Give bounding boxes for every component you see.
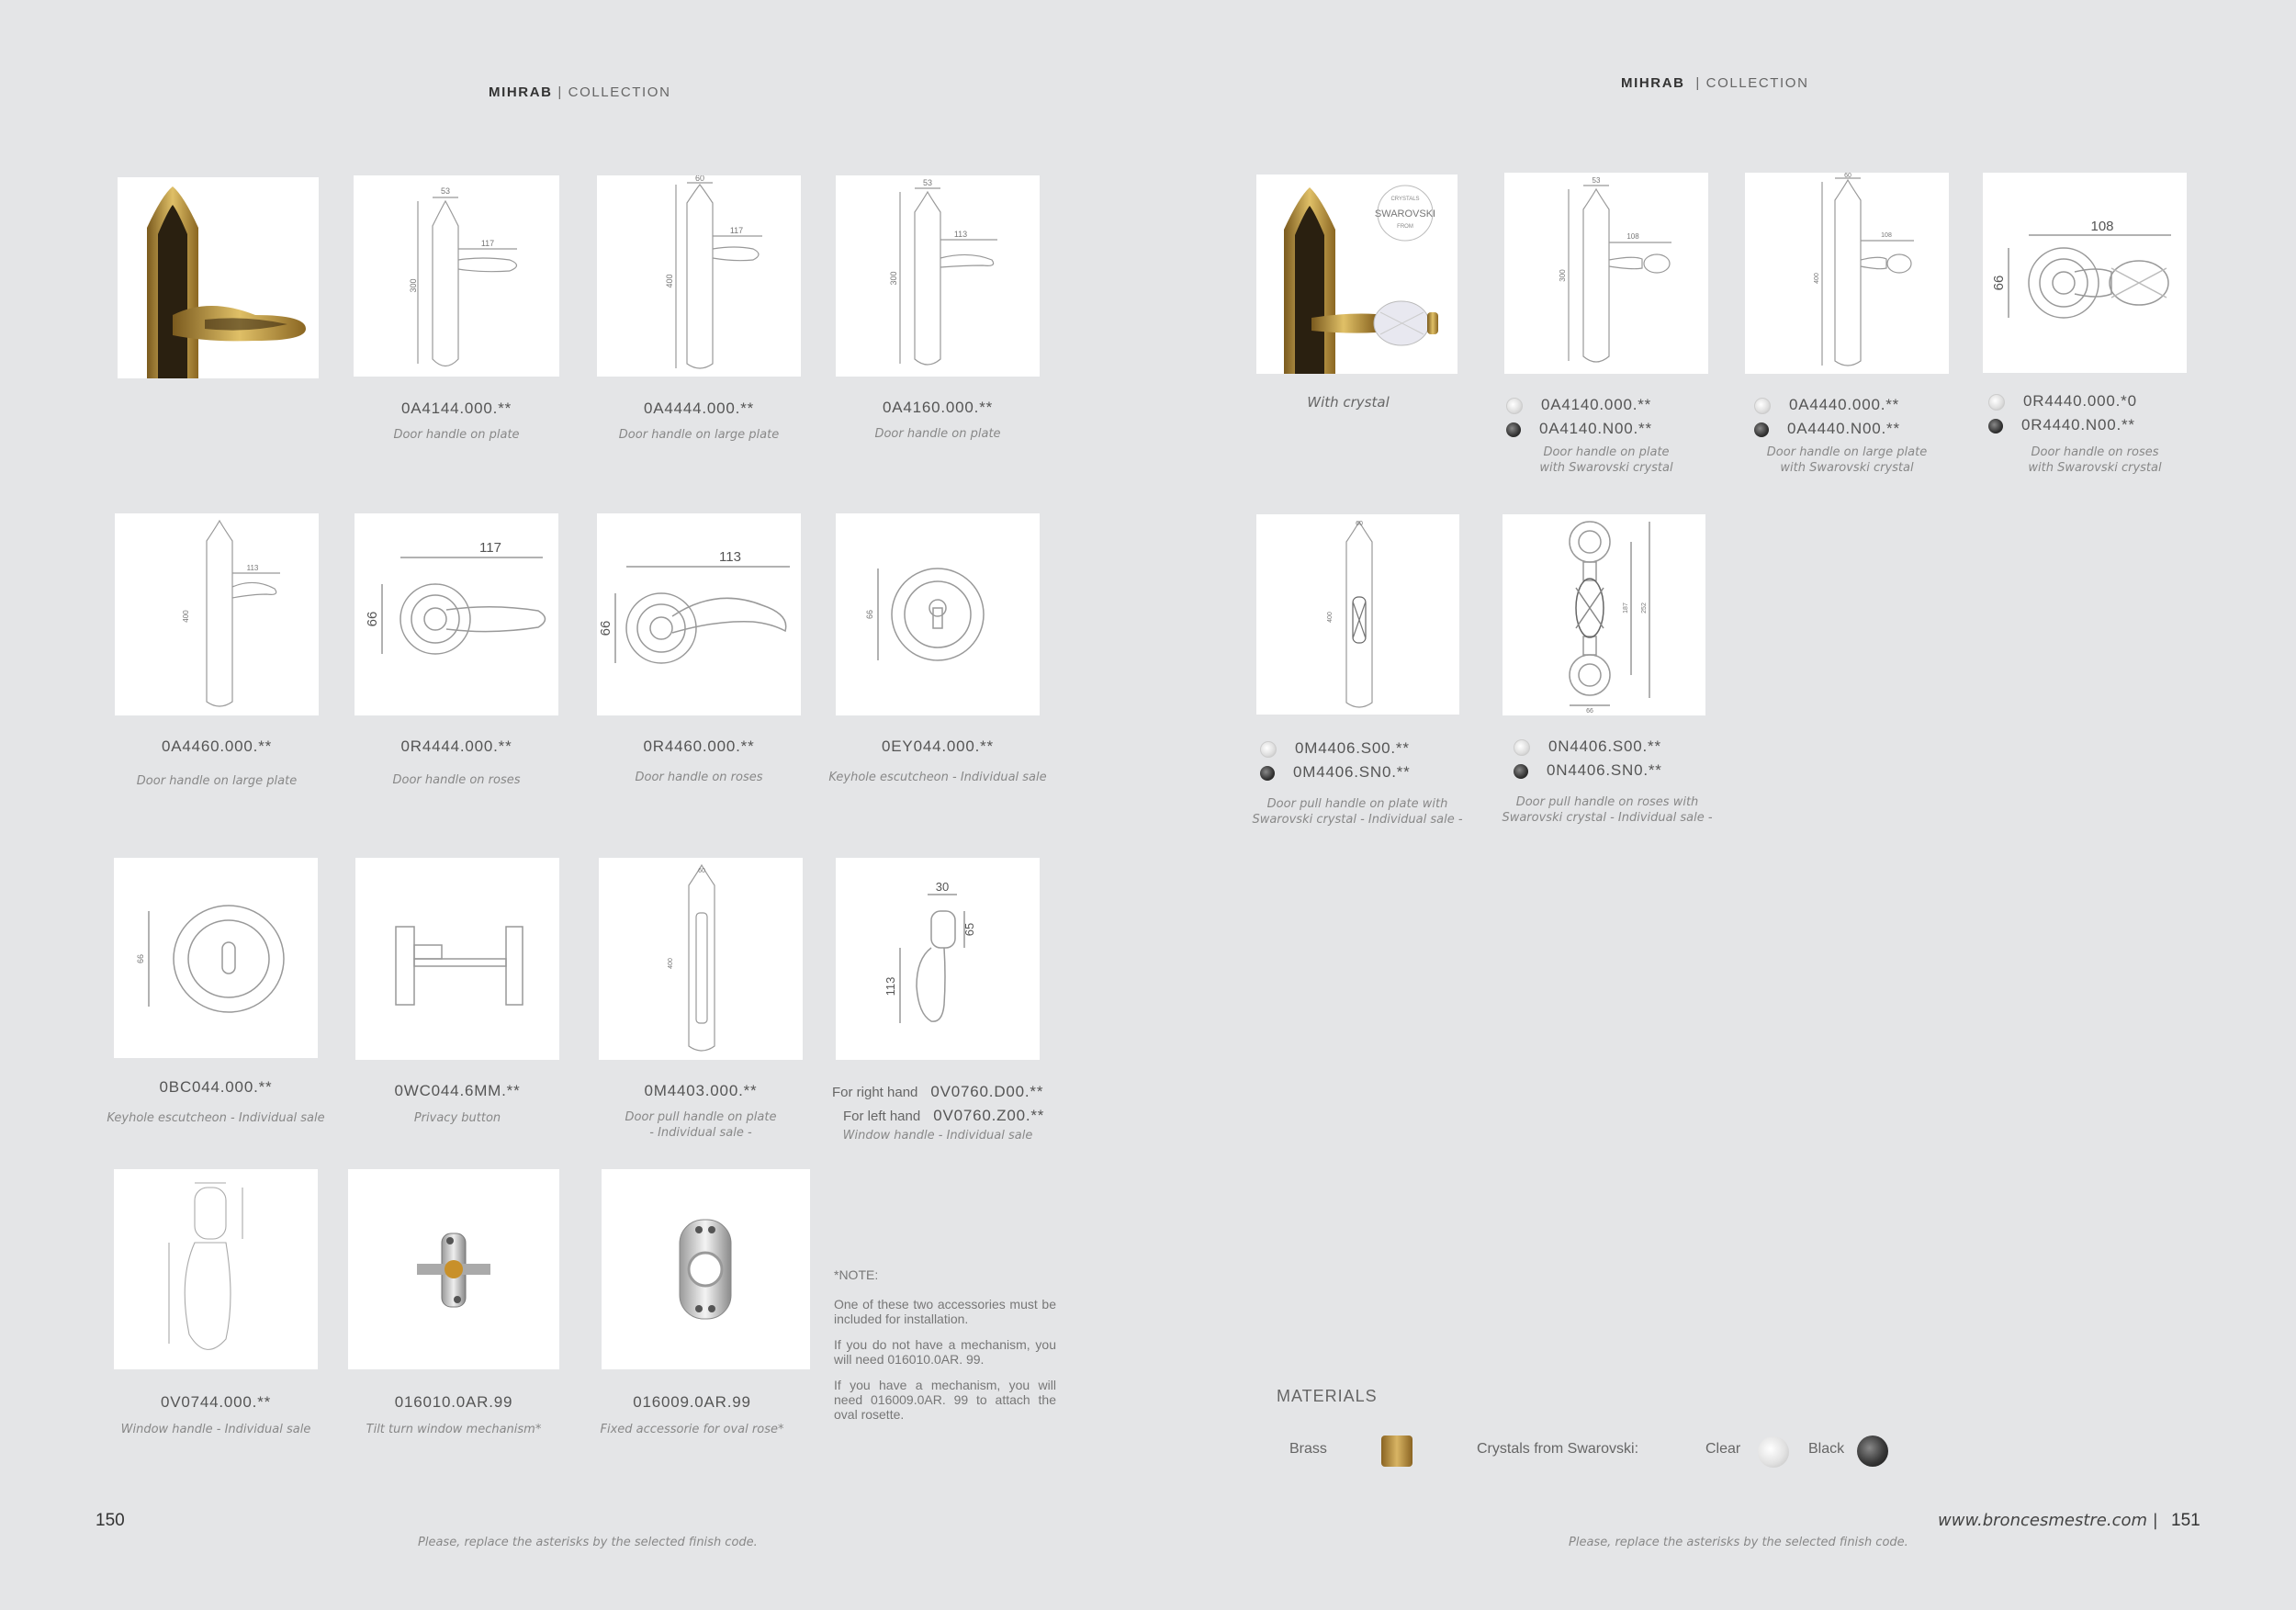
- product-code: 0A4444.000.**: [643, 400, 755, 417]
- page-number-right: 151: [2171, 1511, 2200, 1530]
- svg-text:66: 66: [865, 609, 874, 620]
- installation-note: [834, 1267, 1056, 1433]
- material-brass-label: Brass: [1289, 1441, 1327, 1457]
- svg-text:66: 66: [365, 611, 380, 627]
- technical-drawing-0A4144: [354, 175, 559, 377]
- product-description: Door handle on plate: [393, 428, 520, 442]
- svg-text:60: 60: [1356, 521, 1363, 527]
- technical-drawing-0R4440: [1983, 173, 2187, 373]
- website-url[interactable]: [1938, 1511, 2158, 1530]
- product-code: 0R4444.000.**: [400, 737, 512, 755]
- svg-text:60: 60: [698, 868, 705, 874]
- product-code: 0A4160.000.**: [882, 399, 994, 416]
- note-paragraph: If you do not have a mechanism, you will need 016010.0AR. 99.: [834, 1337, 1056, 1367]
- product-photo-gold-handle: [118, 177, 319, 378]
- product-code: 0BC044.000.**: [159, 1078, 273, 1096]
- product-description: Door handle on roses: [392, 773, 521, 787]
- material-clear-label: Clear: [1705, 1441, 1741, 1457]
- black-crystal-icon: [1754, 422, 1769, 437]
- product-code: 0M4406.S00.**: [1295, 739, 1410, 757]
- product-codes-0A4140: [1506, 393, 1717, 441]
- svg-text:400: 400: [1814, 273, 1820, 284]
- right-hand-label: For right hand: [832, 1085, 918, 1100]
- product-code: 0R4440.000.*0: [2023, 392, 2137, 410]
- right-page-header: [1621, 75, 1809, 91]
- note-paragraph: One of these two accessories must be included for installation.: [834, 1297, 1056, 1326]
- technical-drawing-0V0760: [836, 858, 1040, 1060]
- black-crystal-icon: [1506, 422, 1521, 437]
- product-photo-016009: [602, 1169, 810, 1369]
- description-line: with Swarovski crystal: [2028, 461, 2162, 475]
- product-description: Door handle on large plate: [136, 774, 298, 788]
- url-separator: |: [2152, 1511, 2158, 1530]
- svg-text:300: 300: [409, 278, 418, 293]
- product-codes-0R4440: [1988, 389, 2200, 437]
- product-code: 0A4140.000.**: [1541, 396, 1652, 413]
- product-code: 016009.0AR.99: [633, 1393, 751, 1411]
- svg-text:300: 300: [1559, 269, 1567, 282]
- svg-text:113: 113: [884, 976, 897, 996]
- note-paragraph: If you have a mechanism, you will need 016009.0AR. 99 to attach the oval rosette.: [834, 1378, 1056, 1422]
- black-crystal-swatch-icon: [1857, 1435, 1888, 1467]
- header-brand: MIHRAB: [1621, 75, 1685, 91]
- black-crystal-icon: [1260, 766, 1275, 781]
- svg-text:53: 53: [922, 178, 933, 187]
- svg-text:400: 400: [1327, 612, 1334, 623]
- left-page-header: [489, 84, 671, 100]
- product-description: Door handle on large plate: [618, 428, 780, 442]
- technical-drawing-0M4403: [599, 858, 803, 1060]
- svg-text:113: 113: [719, 549, 741, 565]
- product-code: 0V0744.000.**: [160, 1393, 272, 1411]
- header-label: COLLECTION: [568, 84, 671, 100]
- product-code: 0M4403.000.**: [644, 1082, 758, 1099]
- svg-text:53: 53: [440, 186, 451, 196]
- clear-crystal-icon: [1260, 741, 1277, 758]
- svg-text:CRYSTALS: CRYSTALS: [1390, 197, 1420, 202]
- technical-drawing-0BC044: [114, 858, 318, 1058]
- technical-drawing-0A4440: [1745, 173, 1949, 374]
- description-line: Door pull handle on plate with: [1266, 797, 1448, 811]
- technical-drawing-0M4406: [1256, 514, 1459, 715]
- right-hand-code-line: [832, 1080, 1062, 1104]
- product-description: Keyhole escutcheon - Individual sale: [107, 1111, 325, 1125]
- product-description: Fixed accessorie for oval rose*: [600, 1423, 784, 1436]
- black-crystal-icon: [1514, 764, 1528, 779]
- product-code: 0N4406.SN0.**: [1547, 761, 1662, 779]
- product-description: [1993, 445, 2197, 476]
- svg-text:53: 53: [1592, 176, 1601, 185]
- svg-text:187: 187: [1623, 602, 1629, 614]
- svg-text:108: 108: [1881, 232, 1892, 239]
- description-line: Door pull handle on roses with: [1515, 795, 1699, 809]
- product-code: 0A4144.000.**: [400, 400, 512, 417]
- svg-text:SWAROVSKI: SWAROVSKI: [1374, 208, 1436, 220]
- technical-drawing-0WC044: [355, 858, 559, 1060]
- svg-text:60: 60: [694, 175, 705, 183]
- product-description: Keyhole escutcheon - Individual sale: [828, 771, 1047, 784]
- product-code: 0A4440.N00.**: [1787, 420, 1900, 437]
- svg-text:252: 252: [1641, 602, 1648, 614]
- left-hand-code-line: [832, 1104, 1062, 1128]
- svg-text:108: 108: [1626, 232, 1639, 241]
- product-description: Privacy button: [413, 1111, 501, 1125]
- product-codes-0M4406: [1260, 737, 1480, 784]
- product-code: 0M4406.SN0.**: [1293, 763, 1411, 781]
- technical-drawing-0R4460: [597, 513, 801, 715]
- website-url-text[interactable]: www.broncesmestre.com: [1938, 1511, 2148, 1530]
- product-description: [599, 1109, 803, 1141]
- footer-note-left: Please, replace the asterisks by the selected finish code.: [418, 1536, 758, 1549]
- svg-text:300: 300: [889, 271, 898, 286]
- product-code: 0V0760.D00.**: [930, 1083, 1044, 1100]
- svg-text:400: 400: [665, 274, 674, 288]
- technical-drawing-0R4444: [355, 513, 558, 715]
- description-line: with Swarovski crystal: [1780, 461, 1914, 475]
- svg-text:108: 108: [2090, 219, 2114, 234]
- technical-drawing-0EY044: [836, 513, 1040, 715]
- technical-drawing-0A4160: [836, 175, 1040, 377]
- svg-text:30: 30: [935, 880, 950, 894]
- svg-text:65: 65: [962, 922, 976, 937]
- header-separator: |: [1695, 75, 1701, 91]
- window-handle-codes: [832, 1080, 1062, 1128]
- product-description: [1504, 445, 1708, 476]
- left-hand-label: For left hand: [843, 1109, 921, 1124]
- svg-text:FROM: FROM: [1397, 224, 1413, 230]
- clear-crystal-icon: [1988, 394, 2005, 411]
- product-code: 0A4440.000.**: [1789, 396, 1900, 413]
- product-code: 0WC044.6MM.**: [394, 1082, 521, 1099]
- product-photo-016010: [348, 1169, 559, 1369]
- description-line: Door handle on plate: [1543, 445, 1670, 459]
- description-line: Swarovski crystal - Individual sale -: [1502, 811, 1713, 825]
- material-crystals-label: Crystals from Swarovski:: [1477, 1441, 1639, 1457]
- technical-drawing-0A4444: [597, 175, 801, 377]
- product-code: 0A4460.000.**: [161, 737, 273, 755]
- product-description: Window handle - Individual sale: [842, 1129, 1033, 1143]
- clear-crystal-icon: [1514, 739, 1530, 756]
- svg-text:400: 400: [668, 958, 674, 969]
- note-title: *NOTE:: [834, 1267, 879, 1282]
- description-line: - Individual sale -: [649, 1126, 752, 1140]
- svg-text:113: 113: [953, 230, 968, 239]
- header-label: COLLECTION: [1705, 75, 1809, 91]
- material-black-label: Black: [1808, 1441, 1845, 1457]
- product-description: Window handle - Individual sale: [120, 1423, 311, 1436]
- svg-text:66: 66: [136, 953, 145, 964]
- svg-text:60: 60: [1844, 173, 1851, 179]
- description-line: Door handle on roses: [2031, 445, 2159, 459]
- product-codes-0N4406: [1514, 735, 1734, 782]
- product-description: [1745, 445, 1949, 476]
- description-line: Swarovski crystal - Individual sale -: [1252, 813, 1463, 827]
- description-line: with Swarovski crystal: [1539, 461, 1673, 475]
- clear-crystal-icon: [1506, 398, 1523, 414]
- technical-drawing-0A4460: [115, 513, 319, 715]
- technical-drawing-0A4140: [1504, 173, 1708, 374]
- svg-text:117: 117: [729, 226, 744, 235]
- with-crystal-caption: With crystal: [1307, 394, 1390, 411]
- product-description: [1249, 796, 1466, 828]
- svg-text:66: 66: [1991, 275, 2007, 291]
- header-separator: |: [557, 84, 563, 100]
- product-code: 0A4140.N00.**: [1539, 420, 1652, 437]
- product-code: 0EY044.000.**: [882, 737, 994, 755]
- product-description: Door handle on plate: [874, 427, 1001, 441]
- header-brand: MIHRAB: [489, 84, 553, 100]
- svg-text:66: 66: [598, 620, 613, 636]
- materials-title: MATERIALS: [1277, 1387, 1378, 1405]
- svg-text:117: 117: [479, 540, 501, 556]
- svg-text:117: 117: [480, 239, 495, 248]
- clear-crystal-icon: [1754, 398, 1771, 414]
- clear-crystal-swatch-icon: [1758, 1436, 1789, 1468]
- product-photo-crystal-handle: [1256, 175, 1458, 374]
- footer-note-right: Please, replace the asterisks by the selected finish code.: [1569, 1536, 1908, 1549]
- svg-text:66: 66: [1586, 708, 1593, 715]
- description-line: Door pull handle on plate: [625, 1110, 777, 1124]
- product-description: [1499, 794, 1716, 826]
- product-code: 0R4460.000.**: [643, 737, 755, 755]
- product-code: 0R4440.N00.**: [2021, 416, 2135, 433]
- svg-text:400: 400: [182, 610, 190, 623]
- technical-drawing-0N4406: [1503, 514, 1705, 715]
- page-number-left: 150: [96, 1511, 125, 1530]
- brass-swatch-icon: [1381, 1435, 1412, 1467]
- svg-text:113: 113: [246, 564, 259, 572]
- technical-drawing-0V0744: [114, 1169, 318, 1369]
- product-description: Door handle on roses: [635, 771, 763, 784]
- product-codes-0A4440: [1754, 393, 1965, 441]
- product-code: 0N4406.S00.**: [1548, 737, 1661, 755]
- description-line: Door handle on large plate: [1766, 445, 1928, 459]
- product-description: Tilt turn window mechanism*: [366, 1423, 542, 1436]
- product-code: 0V0760.Z00.**: [933, 1107, 1045, 1124]
- black-crystal-icon: [1988, 419, 2003, 433]
- product-code: 016010.0AR.99: [394, 1393, 513, 1411]
